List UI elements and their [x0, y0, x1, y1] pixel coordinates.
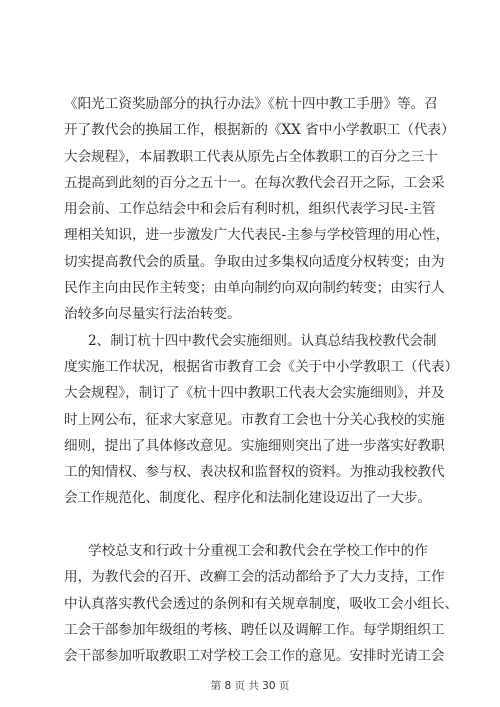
text-line: 治较多向尽量实行法治转变。: [64, 306, 241, 323]
text-line: 细则，提出了具体修改意见。实施细则突出了进一步落实好教职: [64, 437, 445, 454]
text-line: 开了教代会的换届工作，根据新的《XX 省中小学教职工（代表）: [64, 122, 455, 139]
paragraph-1: [64, 91, 455, 328]
text-line: 会干部参加听取教职工对学校工会工作的意见。安排时光请工会: [64, 648, 445, 665]
text-line: 中认真落实教代会透过的条例和有关规章制度，吸收工会小组长、: [64, 595, 459, 612]
text-line: 理相关知识，进一步激发广大代表民-主参与学校管理的用心性，: [64, 227, 450, 244]
text-line: 用，为教代会的召开、改癣工会的活动都给予了大力支持，工作: [64, 569, 445, 586]
text-line: 五提高到此刻的百分之五十一。在每次教代会召开之际，工会采: [64, 174, 445, 191]
text-line: 工会干部参加年级组的考核、聘任以及调解工作。每学期组织工: [64, 621, 445, 638]
page-number-footer: 第 8 页 共 30 页: [210, 680, 290, 692]
text-line: 大会规程》，制订了《杭十四中教职工代表大会实施细则》，并及: [64, 385, 445, 402]
text-line: 学校总支和行政十分重视工会和教代会在学校工作中的作: [88, 543, 428, 560]
text-line: 时上网公布，征求大家意见。市教育工会也十分关心我校的实施: [64, 411, 445, 428]
text-line: 《阳光工资奖励部分的执行办法》《杭十四中教工手册》等。召: [64, 96, 438, 112]
text-line: 2、制订杭十四中教代会实施细则。认真总结我校教代会制: [88, 332, 437, 349]
paragraph-2: [64, 328, 459, 512]
text-line: 用会前、工作总结会中和会后有利时机，组织代表学习民-主管: [64, 201, 436, 218]
text-line: 度实施工作状况，根据省市教育工会《关于中小学教职工（代表）: [64, 358, 459, 375]
paragraph-spacer: [64, 512, 440, 538]
paragraph-3: [64, 538, 459, 669]
text-line: 切实提高教代会的质量。争取由过多集权向适度分权转变；由为: [64, 253, 445, 270]
text-line: 工的知情权、参与权、表决权和监督权的资料。为推动我校教代: [64, 464, 445, 481]
text-line: 民作主向由民作主转变；由单向制约向双向制约转变；由实行人: [64, 280, 445, 297]
document-body: [64, 91, 459, 670]
text-line: 会工作规范化、制度化、程序化和法制化建设迈出了一大步。: [64, 490, 432, 507]
text-line: 大会规程》，本届教职工代表从原先占全体教职工的百分之三十: [64, 148, 438, 165]
